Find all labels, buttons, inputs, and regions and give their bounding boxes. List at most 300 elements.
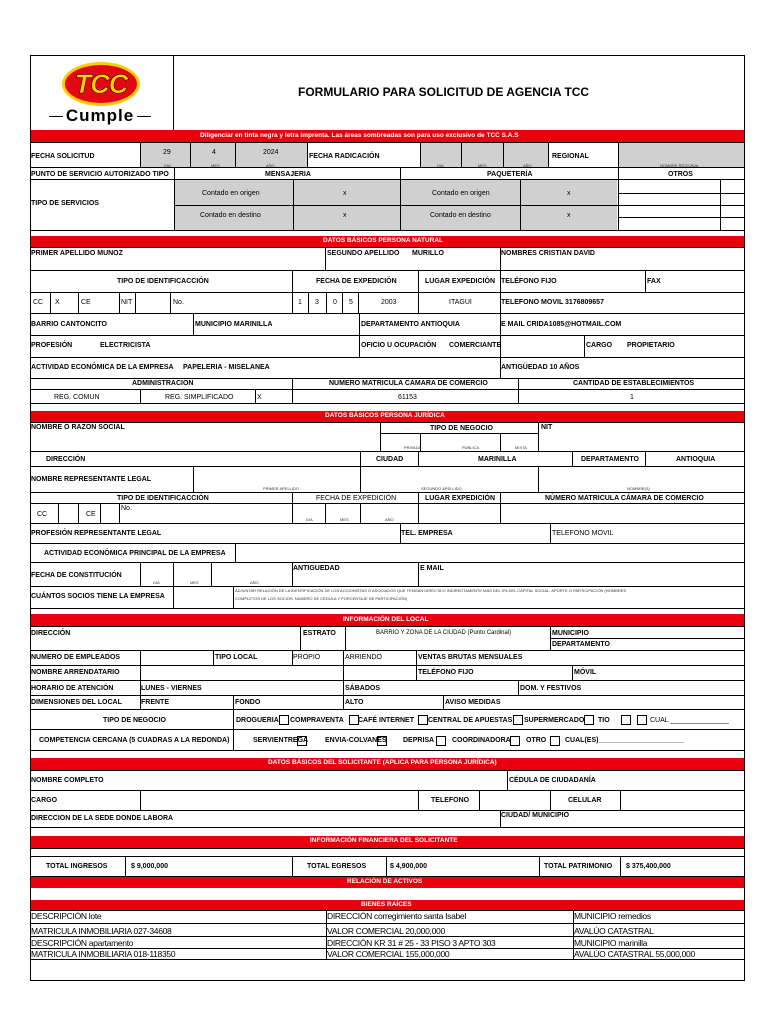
checkbox-otro-competencia[interactable] xyxy=(550,736,560,746)
form-cell: FECHA SOLICITUD xyxy=(31,153,95,160)
form-cell: DIRECCIÓN xyxy=(31,630,71,637)
rule xyxy=(31,695,744,696)
rule xyxy=(31,562,744,563)
rule xyxy=(173,563,174,586)
rule xyxy=(31,357,744,358)
form-cell: BARRIO CANTONCITO xyxy=(31,321,107,328)
checkbox-supermercado[interactable] xyxy=(584,715,594,725)
form-cell: Diligenciar en tinta negra y letra imprenta. Las áreas sombreadas son para uso exclusivo de TCC S.A.S xyxy=(200,132,519,139)
rule xyxy=(326,293,327,313)
form-cell: MÓVIL xyxy=(574,669,597,676)
form-cell: REG. COMUN xyxy=(54,394,100,401)
rule xyxy=(584,336,585,357)
rule xyxy=(31,680,744,681)
rule xyxy=(140,390,141,404)
form-cell: MATRICULA INMOBILIARIA 018-118350 xyxy=(31,949,176,959)
form-cell: AÑO xyxy=(385,517,394,522)
form-cell: TELEFONO xyxy=(431,797,470,804)
form-cell: TIPO DE NEGOCIO xyxy=(103,717,167,724)
form-cell: ANTIGUEDAD xyxy=(293,565,340,572)
rule xyxy=(550,627,551,650)
form-cell: TIPO DE IDENTIFICACCIÓN xyxy=(117,495,209,502)
tcc-logo xyxy=(40,60,160,130)
rule xyxy=(380,423,381,451)
form-cell: OFICIO U OCUPACIÓN xyxy=(361,342,437,349)
form-cell: ACTIVIDAD ECONÓMICA DE LA EMPRESA xyxy=(31,364,174,371)
form-cell: TELEFONO MOVIL 3176809657 xyxy=(501,299,604,306)
form-cell: CIUDAD xyxy=(376,456,404,463)
form-cell: REGIONAL xyxy=(552,153,589,160)
form-cell: DIRECCIÓN xyxy=(46,456,86,463)
form-cell: NOMBRE ARRENDATARIO xyxy=(31,669,120,676)
rule xyxy=(31,492,744,493)
rule xyxy=(292,271,293,313)
form-cell: ITAGUI xyxy=(449,299,472,306)
form-cell: FECHA DE EXPEDICIÓN xyxy=(316,495,397,502)
form-cell: TELÉFONO FIJO xyxy=(418,669,474,676)
rule xyxy=(518,379,519,404)
rule xyxy=(31,848,744,849)
form-cell: HORARIO DE ATENCIÓN xyxy=(31,685,114,692)
rule xyxy=(31,608,744,609)
rule xyxy=(645,271,646,293)
form-cell: TOTAL INGRESOS xyxy=(46,863,108,870)
form-cell: CAFÉ INTERNET xyxy=(358,717,414,724)
rule xyxy=(418,791,419,810)
form-cell: DEPRISA xyxy=(403,737,435,744)
checkbox-otro-negocio-2[interactable] xyxy=(637,715,647,725)
form-cell: 61153 xyxy=(398,394,417,401)
form-cell: AÑO xyxy=(523,163,532,168)
rule xyxy=(78,504,79,523)
rule xyxy=(140,791,141,810)
form-cell: TOTAL EGRESOS xyxy=(307,863,367,870)
form-cell: CANTIDAD DE ESTABLECIMIENTOS xyxy=(573,380,695,387)
form-cell: ANTIGÜEDAD 10 AÑOS xyxy=(501,364,580,371)
form-cell: LUGAR EXPEDICIÓN xyxy=(425,495,496,502)
form-cell: ALTO xyxy=(345,699,364,706)
form-cell: MENSAJERIA xyxy=(265,171,311,178)
tcc-logo-subtext: Cumple xyxy=(40,106,160,126)
rule xyxy=(645,452,646,466)
form-cell: FECHA RADICACIÓN xyxy=(309,153,380,160)
form-cell: DROGUERIA xyxy=(236,717,279,724)
rule xyxy=(125,856,126,876)
form-cell: BARRIO Y ZONA DE LA CIUDAD (Punto Cardinal) xyxy=(376,630,512,636)
rule xyxy=(31,923,744,924)
rule xyxy=(31,856,744,857)
rule xyxy=(235,544,236,562)
rule xyxy=(31,770,744,771)
rule xyxy=(550,791,551,810)
form-cell: NIT xyxy=(121,299,133,306)
checkbox-coordinadora[interactable] xyxy=(510,736,520,746)
rule xyxy=(31,292,744,293)
form-cell: BIENES RAÍCES xyxy=(361,901,412,908)
rule xyxy=(507,771,508,790)
form-cell: CIUDAD/ MUNICIPIO xyxy=(501,812,570,819)
form-cell: NUMERO DE EMPLEADOS xyxy=(31,654,121,661)
rule xyxy=(31,451,744,452)
form-cell: 0 xyxy=(333,299,337,306)
form-cell: x xyxy=(343,190,347,197)
rule xyxy=(31,378,744,379)
rule xyxy=(548,143,549,167)
rule xyxy=(618,143,619,230)
form-cell: ACTIVIDAD ECONÓMICA PRINCIPAL DE LA EMPRESA xyxy=(44,550,226,557)
form-cell: 3 xyxy=(315,299,319,306)
form-cell: 1 xyxy=(630,394,634,401)
rule xyxy=(31,626,744,627)
form-cell: NOMBRE COMPLETO xyxy=(31,777,104,784)
rule xyxy=(325,248,326,270)
form-cell: DIA xyxy=(153,580,160,585)
form-cell: MUNICIPIO MARINILLA xyxy=(195,321,273,328)
form-cell: Contado en destino xyxy=(200,212,261,219)
rule xyxy=(500,493,501,523)
form-cell: COMPLETOS DE LOS SOCIOS, NÚMERO DE CÉDULA Y PORCENTAJE DE PARTICIPACIÓN) xyxy=(235,596,408,601)
form-cell: PÚBLICA xyxy=(462,445,480,450)
rule xyxy=(31,335,744,336)
checkbox-otro-negocio[interactable] xyxy=(621,715,631,725)
rule xyxy=(174,205,744,206)
form-cell: DATOS BÁSICOS PERSONA NATURAL xyxy=(323,237,444,244)
form-cell: 29 xyxy=(163,149,171,156)
rule xyxy=(31,729,744,730)
rule xyxy=(235,143,236,167)
form-cell: DEPARTAMENTO xyxy=(552,641,610,648)
rule xyxy=(345,627,346,650)
form-cell: DESCRIPCIÓN lote xyxy=(31,911,102,921)
form-cell: FAX xyxy=(647,278,661,285)
form-cell: DIRECCIÓN corregimiento santa Isabel xyxy=(327,911,466,921)
checkbox-drogueria[interactable] xyxy=(279,715,289,725)
form-cell: 2024 xyxy=(263,149,279,156)
form-cell: CUÁNTOS SOCIOS TIENE LA EMPRESA xyxy=(31,593,165,600)
rule xyxy=(174,168,175,230)
form-cell: NIT xyxy=(541,424,553,431)
form-cell: NUMERO MATRICULA CAMARA DE COMERCIO xyxy=(329,380,488,387)
form-cell: Contado en origen xyxy=(432,190,490,197)
form-cell: PAQUETERÍA xyxy=(487,171,533,178)
rule xyxy=(307,143,308,167)
form-cell: ESTRATO xyxy=(303,630,336,637)
form-cell: INFORMACIÓN FINANCIERA DEL SOLICITANTE xyxy=(310,837,458,844)
rule xyxy=(292,856,293,876)
form-cell: COMPETENCIA CERCANA (5 CUADRAS A LA REDONDA) xyxy=(39,737,230,744)
rule xyxy=(572,452,573,466)
tcc-logo-oval xyxy=(62,62,140,106)
form-cell: MUNICIPIO marinilla xyxy=(574,938,648,948)
rule xyxy=(173,587,174,608)
form-cell: DIA xyxy=(437,163,444,168)
form-cell: TIPO DE NEGOCIO xyxy=(430,425,494,432)
rule xyxy=(618,217,744,218)
rule xyxy=(170,293,171,313)
rule xyxy=(58,504,59,523)
rule xyxy=(31,389,744,390)
form-cell: $ 4,900,000 xyxy=(390,863,427,870)
rule xyxy=(31,827,744,828)
form-cell: PROPIO xyxy=(293,654,321,661)
form-cell: ENVIA-COLVANES xyxy=(325,737,387,744)
checkbox-deprisa[interactable] xyxy=(436,736,446,746)
form-cell: TELEFONO MOVIL xyxy=(552,530,614,537)
form-cell: x xyxy=(567,212,571,219)
form-cell: PROPIETARIO xyxy=(627,342,675,349)
form-cell: VENTAS BRUTAS MENSUALES xyxy=(418,654,523,661)
rule xyxy=(342,293,343,313)
rule xyxy=(500,434,501,451)
form-cell: $ 9,000,000 xyxy=(131,863,168,870)
form-cell: ADMINISTRACION xyxy=(132,380,194,387)
rule xyxy=(300,627,301,650)
form-cell: COMERCIANTE xyxy=(449,342,502,349)
form-cell: DOM. Y FESTIVOS xyxy=(520,685,582,692)
form-cell: 2003 xyxy=(381,299,397,306)
form-cell: DIRECCIÓN KR 31 # 25 - 33 PISO 3 APTO 303 xyxy=(327,938,496,948)
form-cell: DIA xyxy=(306,517,313,522)
form-cell: 4 xyxy=(212,149,216,156)
form-cell: CARGO xyxy=(31,797,58,804)
checkbox-central-apuestas[interactable] xyxy=(513,715,523,725)
form-cell: Contado en destino xyxy=(430,212,491,219)
form-cell: 1 xyxy=(298,299,302,306)
rule xyxy=(400,168,401,230)
rule xyxy=(293,180,294,230)
form-cell: OTRO xyxy=(526,737,547,744)
rule xyxy=(500,248,501,379)
rule xyxy=(550,638,744,639)
form-cell: MURILLO xyxy=(412,250,444,257)
form-cell: E MAIL xyxy=(420,565,444,572)
form-cell: PRIMER APELLIDO MUNOZ xyxy=(31,250,123,257)
form-cell: NÚMERO MATRICULA CÁMARA DE COMERCIO xyxy=(545,495,704,502)
form-cell: MUNICIPIO xyxy=(552,630,589,637)
form-cell: ANTIOQUIA xyxy=(676,456,716,463)
rule xyxy=(520,180,521,230)
rule xyxy=(211,563,212,586)
rule xyxy=(31,270,744,271)
rule xyxy=(140,563,141,586)
form-cell: MARINILLA xyxy=(478,456,517,463)
form-cell: X xyxy=(55,299,60,306)
header-divider xyxy=(173,55,174,130)
form-cell: NOMBRE(S) xyxy=(627,486,650,491)
form-cell: TELÉFONO FIJO xyxy=(501,278,557,285)
rule xyxy=(461,143,462,167)
rule xyxy=(31,665,744,666)
form-cell: CE xyxy=(86,511,96,518)
rule xyxy=(233,587,234,608)
rule xyxy=(416,651,417,680)
form-cell: CE xyxy=(81,299,91,306)
rule xyxy=(572,666,573,680)
rule xyxy=(255,390,256,404)
rule xyxy=(119,293,120,313)
rule xyxy=(31,810,744,811)
form-cell: MES xyxy=(190,580,199,585)
form-cell: $ 375,400,000 xyxy=(626,863,671,870)
rule xyxy=(31,142,744,143)
rule xyxy=(325,504,326,523)
rule xyxy=(31,179,744,180)
rule xyxy=(503,143,504,167)
rule xyxy=(31,247,744,248)
rule xyxy=(443,696,444,709)
rule xyxy=(78,293,79,313)
form-cell: E MAIL CRIDA1085@HOTMAIL.COM xyxy=(501,321,622,328)
form-cell: No. xyxy=(121,505,132,512)
rule xyxy=(100,504,101,523)
form-cell: ARRIENDO xyxy=(345,654,382,661)
form-cell: AVISO MEDIDAS xyxy=(445,699,501,706)
rule xyxy=(31,313,744,314)
form-cell: SÁBADOS xyxy=(345,685,381,692)
rule xyxy=(539,856,540,876)
form-cell: TOTAL PATRIMONIO xyxy=(544,863,613,870)
form-cell: AVALÚO CATASTRAL xyxy=(574,926,654,936)
rule xyxy=(620,791,621,810)
rule xyxy=(31,543,744,544)
form-cell: FRENTE xyxy=(141,699,169,706)
form-cell: MATRICULA INMOBILIARIA 027-34608 xyxy=(31,926,172,936)
rule xyxy=(135,293,136,313)
form-cell: AÑO xyxy=(266,163,275,168)
form-cell: DIA xyxy=(164,163,171,168)
rule xyxy=(50,293,51,313)
rule xyxy=(479,791,480,810)
rule xyxy=(292,379,293,404)
rule xyxy=(418,563,419,586)
rule xyxy=(538,423,539,451)
rule xyxy=(380,433,538,434)
form-cell: SEGUNDO APELLIDO xyxy=(421,486,462,491)
form-cell: FECHA DE EXPEDICIÓN xyxy=(316,278,397,285)
form-cell: TEL. EMPRESA xyxy=(401,530,453,537)
rule xyxy=(31,876,744,877)
rule xyxy=(538,467,539,492)
form-cell: CUAL(ES)______________________ xyxy=(565,737,685,744)
form-cell: OTROS xyxy=(668,171,693,178)
form-cell: SERVIENTREGA xyxy=(253,737,309,744)
form-cell: DEPARTAMENTO xyxy=(581,456,639,463)
form-cell: CELULAR xyxy=(568,797,602,804)
form-cell: DIRECCION DE LA SEDE DONDE LABORA xyxy=(31,815,174,822)
form-cell: MES xyxy=(211,163,220,168)
rule xyxy=(233,710,234,750)
form-cell: COORDINADORA xyxy=(452,737,511,744)
form-cell: x xyxy=(343,212,347,219)
rule xyxy=(31,790,744,791)
form-cell: CUAL _______________ xyxy=(650,717,729,724)
rule xyxy=(31,750,744,751)
form-cell: DATOS BÁSICOS PERSONA JURÍDICA xyxy=(325,412,445,419)
form-cell: PAPELERIA - MISELANEA xyxy=(183,364,270,371)
rule xyxy=(31,650,744,651)
rule xyxy=(31,230,744,231)
form-cell: x xyxy=(567,190,571,197)
form-cell: TIPO DE SERVICIOS xyxy=(31,200,99,207)
rule xyxy=(213,651,214,665)
rule xyxy=(31,503,744,504)
rule xyxy=(418,493,419,523)
rule xyxy=(31,422,744,423)
form-cell: VALOR COMERCIAL 20,000,000 xyxy=(327,926,445,936)
form-cell: REG. SIMPLIFICADO xyxy=(165,394,234,401)
form-cell: TIO xyxy=(598,717,610,724)
rule xyxy=(386,856,387,876)
rule xyxy=(620,856,621,876)
form-cell: FONDO xyxy=(235,699,261,706)
form-cell: MUNICIPIO remedios xyxy=(574,911,651,921)
form-cell: SUPERMERCADO xyxy=(524,717,585,724)
form-cell: CENTRAL DE APUESTAS xyxy=(428,717,513,724)
form-cell: FECHA DE CONSTITUCIÓN xyxy=(31,572,122,579)
rule xyxy=(360,452,361,466)
form-cell: PROFESIÓN xyxy=(31,342,73,349)
rule xyxy=(418,271,419,313)
form-cell: DESCRIPCIÓN apartamento xyxy=(31,938,134,948)
rule xyxy=(31,167,744,168)
rule xyxy=(418,452,419,466)
form-cell: PROFESIÓN REPRESENTANTE LEGAL xyxy=(31,530,162,537)
form-cell: RELACIÓN DE ACTIVOS xyxy=(347,878,423,885)
form-cell: COMPRAVENTA xyxy=(290,717,344,724)
rule xyxy=(119,504,120,523)
form-cell: AÑO xyxy=(250,580,259,585)
form-cell: CARGO xyxy=(586,342,613,349)
form-cell: MES xyxy=(478,163,487,168)
checkbox-cafe-internet[interactable] xyxy=(418,715,428,725)
form-cell: Contado en origen xyxy=(202,190,260,197)
rule xyxy=(359,314,360,357)
form-cell: CC xyxy=(37,511,48,518)
form-cell: ELECTRICISTA xyxy=(100,342,151,349)
rule xyxy=(190,143,191,167)
form-cell: NOMBRE O RAZON SOCIAL xyxy=(31,424,125,431)
rule xyxy=(343,651,344,709)
form-cell: 5 xyxy=(349,299,353,306)
rule xyxy=(618,193,744,194)
form-cell: TIPO LOCAL xyxy=(215,654,258,661)
form-cell: VALOR COMERCIAL 155,000,000 xyxy=(327,949,450,959)
form-cell: CC xyxy=(33,299,44,306)
rule xyxy=(518,681,519,695)
rule xyxy=(31,709,744,710)
rule xyxy=(31,523,744,524)
form-cell: MIXTA xyxy=(515,445,527,450)
form-cell: TIPO DE IDENTIFICACCIÓN xyxy=(117,278,209,285)
rule xyxy=(31,586,744,587)
rule xyxy=(31,466,744,467)
form-cell: PUNTO DE SERVICIO AUTORIZADO TIPO xyxy=(31,171,169,178)
form-cell: NOMBRE REGIONAL xyxy=(660,163,700,168)
form-cell: NOMBRE REPRESENTANTE LEGAL xyxy=(31,476,152,483)
form-cell: MES xyxy=(340,517,349,522)
rule xyxy=(292,493,293,523)
rule xyxy=(308,293,309,313)
rule xyxy=(193,467,194,492)
form-cell: DIMENSIONES DEL LOCAL xyxy=(31,699,122,706)
form-cell: CÉDULA DE CIUDADANÍA xyxy=(509,777,596,784)
form-cell: No. xyxy=(173,299,184,306)
form-cell: LUGAR EXPEDICIÓN xyxy=(425,278,496,285)
rule xyxy=(31,403,744,404)
rule xyxy=(360,504,361,523)
rule xyxy=(720,180,721,230)
rule xyxy=(550,524,551,543)
